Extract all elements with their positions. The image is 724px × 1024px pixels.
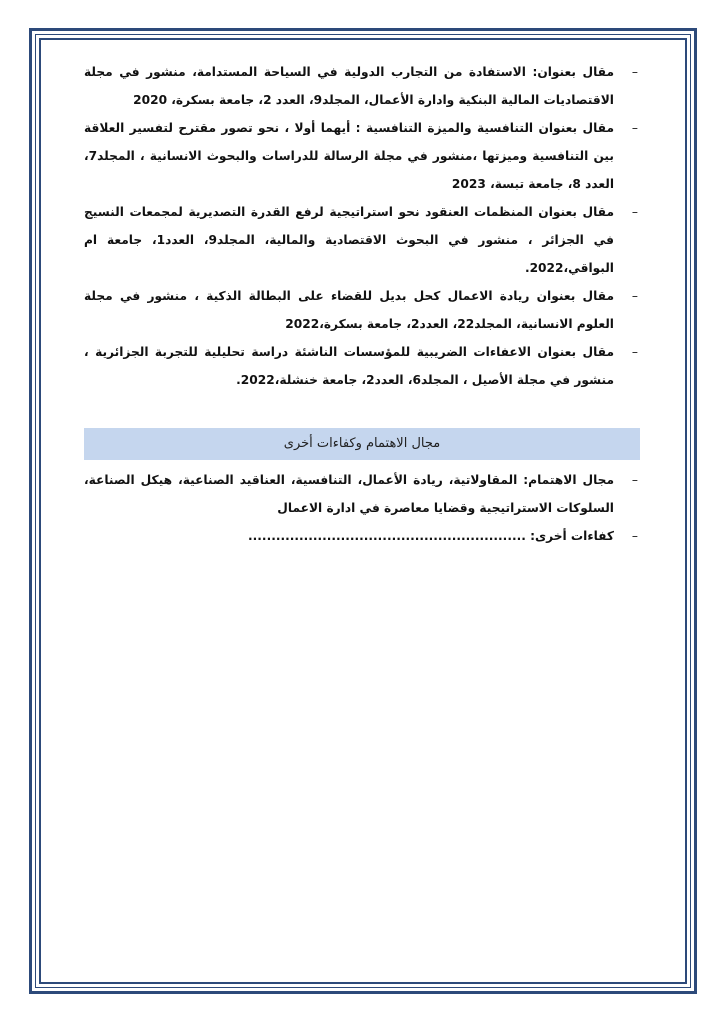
- bullet-dash: –: [631, 345, 638, 359]
- list-item: [84, 282, 640, 338]
- list-item: [84, 466, 640, 522]
- publication-text: مقال بعنوان الاعفاءات الضريبية للمؤسسات الناشئة دراسة تحليلية للتجربة الجزائرية ، منشور في مجلة الأصيل ، المجلد6، العدد2، جامعة خنشلة،2022.: [84, 345, 614, 387]
- publication-text: مقال بعنوان: الاستفادة من التجارب الدولية في السياحة المستدامة، منشور في مجلة الاقتصاديات المالية البنكية وادارة الأعمال، المجلد9، العدد 2، جامعة بسكرة، 2020: [84, 65, 614, 107]
- document-body: [84, 58, 640, 550]
- bullet-dash: –: [631, 529, 638, 543]
- interests-list: [84, 466, 640, 550]
- list-item: [84, 58, 640, 114]
- bullet-dash: –: [631, 205, 638, 219]
- bullet-dash: –: [631, 289, 638, 303]
- publication-text: مقال بعنوان ريادة الاعمال كحل بديل للقضاء على البطالة الذكية ، منشور في مجلة العلوم الانسانية، المجلد22، العدد2، جامعة بسكرة،2022: [84, 289, 614, 331]
- publication-text: مقال بعنوان التنافسية والميزة التنافسية : أيهما أولا ، نحو تصور مقترح لتفسير العلاقة بين التنافسية وميزتها ،منشور في مجلة الرسالة للدراسات والبحوث الانسانية ، المجلد7، العدد 8، جامعة تبسة، 2023: [84, 121, 614, 191]
- section-title: مجال الاهتمام وكفاءات أخرى: [84, 428, 640, 460]
- interests-text: مجال الاهتمام: المقاولاتية، ريادة الأعمال، التنافسية، العناقيد الصناعية، هيكل الصناعة، السلوكات الاستراتيجية وقضايا معاصرة في ادارة الاعمال: [84, 473, 614, 515]
- other-skills-text: كفاءات أخرى: ............................................................: [248, 529, 614, 543]
- list-item: [84, 522, 640, 550]
- publications-list: [84, 58, 640, 394]
- list-item: [84, 114, 640, 198]
- list-item: [84, 198, 640, 282]
- bullet-dash: –: [631, 65, 638, 79]
- bullet-dash: –: [631, 473, 638, 487]
- bullet-dash: –: [631, 121, 638, 135]
- publication-text: مقال بعنوان المنظمات العنقود نحو استراتيجية لرفع القدرة التصديرية لمجمعات النسيج في الجزائر ، منشور في البحوث الاقتصادية والمالية، المجلد9، العدد1، جامعة ام البواقي،2022.: [84, 205, 614, 275]
- list-item: [84, 338, 640, 394]
